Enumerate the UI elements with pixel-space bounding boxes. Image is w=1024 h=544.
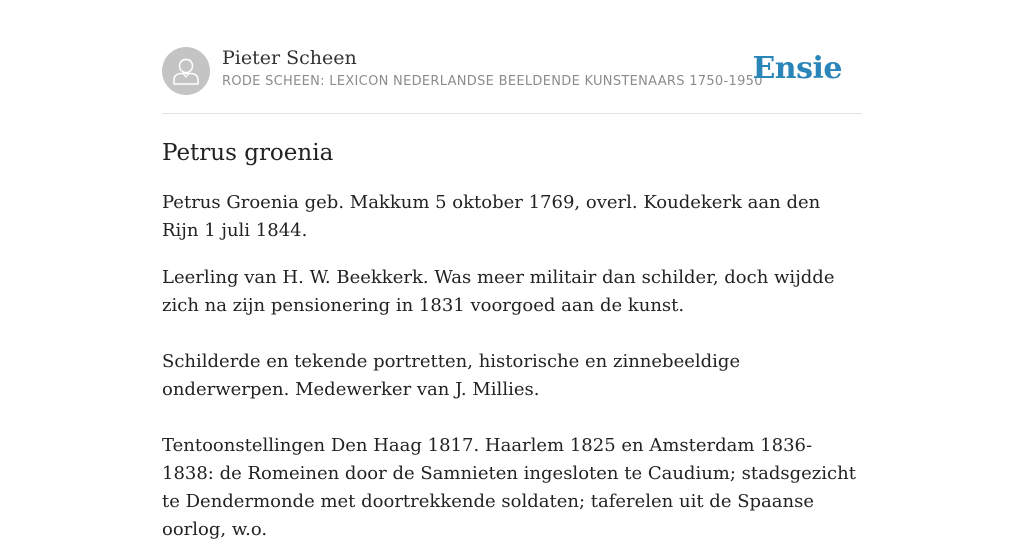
article-header <box>162 47 862 114</box>
article-page <box>162 0 862 540</box>
article-paragraph-2: Schilderde en tekende portretten, historische en zinnebeeldige onderwerpen. Medewerker van J. Millies. <box>162 351 741 400</box>
user-silhouette-icon <box>162 47 210 95</box>
article-title: Petrus groenia <box>162 140 334 166</box>
brand-logo[interactable]: Ensie <box>752 51 842 86</box>
paragraph-gap <box>162 320 862 348</box>
author-name[interactable]: Pieter Scheen <box>222 47 357 69</box>
article-body <box>162 189 862 544</box>
article-intro: Petrus Groenia geb. Makkum 5 oktober 1769, overl. Koudekerk aan den Rijn 1 juli 1844. <box>162 192 821 241</box>
paragraph-gap <box>162 404 862 432</box>
source-title[interactable]: RODE SCHEEN: LEXICON NEDERLANDSE BEELDENDE KUNSTENAARS 1750-1950 <box>222 74 763 89</box>
author-avatar[interactable] <box>162 47 210 95</box>
article-paragraph-3: Tentoonstellingen Den Haag 1817. Haarlem 1825 en Amsterdam 1836-1838: de Romeinen door de Samnieten ingesloten te Caudium; stadsgezicht te Dendermonde met doortrekkende soldaten; taferelen uit de Spaanse oorlog, w.o. <box>162 435 856 540</box>
article-paragraph-1: Leerling van H. W. Beekkerk. Was meer militair dan schilder, doch wijdde zich na zijn pensionering in 1831 voorgoed aan de kunst. <box>162 267 835 316</box>
